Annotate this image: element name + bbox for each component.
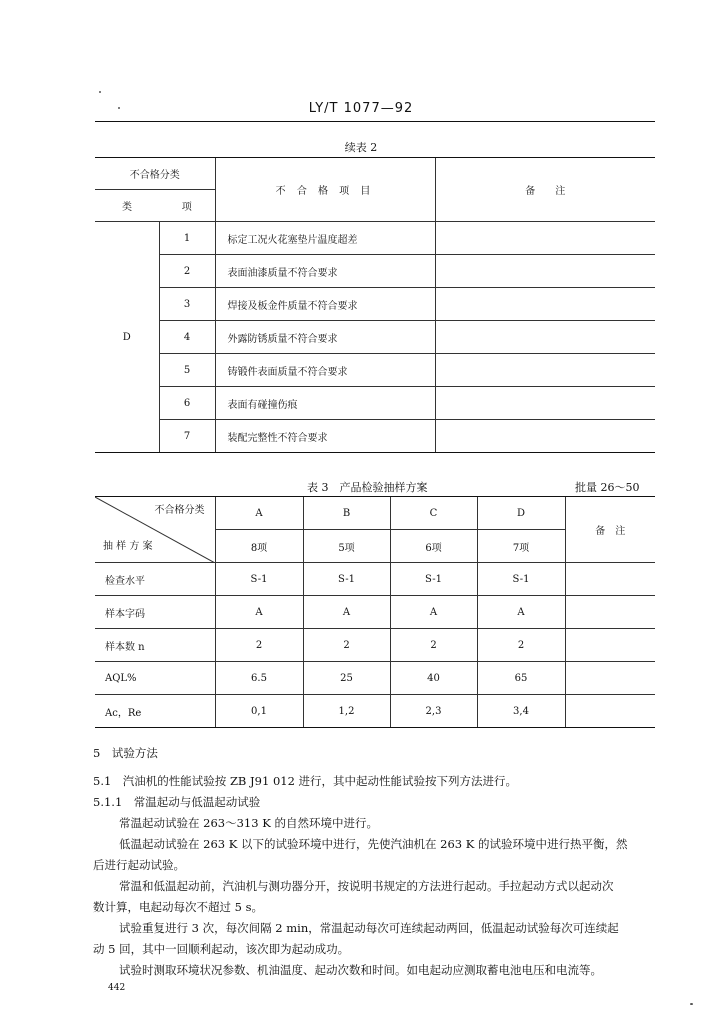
paragraph-continuation: 后进行起动试验。 [93,858,185,872]
table3-remark-cell [565,629,655,662]
table3-class-header: C [390,497,477,530]
table3-cell: A [215,596,303,629]
table2-header-category-group: 不合格分类 [95,158,215,190]
table3-count: 8项 [215,530,303,563]
header-rule [95,121,655,122]
table3-count: 5项 [303,530,390,563]
table2-remark-cell [435,354,655,387]
table3 [95,496,655,728]
table3-remark-cell [565,596,655,629]
table3-row-label: 样本字码 [95,596,215,629]
table2-header-content: 不 合 格 项 目 [215,158,435,222]
scan-speck [690,1003,693,1005]
page-number: 442 [108,983,126,993]
table2-item-no: 5 [159,354,215,387]
table3-class-header: D [477,497,565,530]
table3-diag-bottom-label: 抽 样 方 案 [103,541,153,552]
table3-cell: A [477,596,565,629]
table2-item-text: 焊接及板金件质量不符合要求 [215,288,435,321]
table3-count: 6项 [390,530,477,563]
table2-remark-cell [435,420,655,453]
table3-cell: 65 [477,662,565,695]
table3-remarks-header: 备 注 [565,497,655,563]
table2-header-remarks: 备 注 [435,158,655,222]
table2-remark-cell [435,387,655,420]
table3-cell: 0,1 [215,695,303,728]
scan-speck [99,91,101,93]
table3-cell: 2 [215,629,303,662]
clause-5-1: 5.1 汽油机的性能试验按 ZB J91 012 进行，其中起动性能试验按下列方法进行。 [93,774,518,788]
table3-row-label: 样本数 n [95,629,215,662]
table3-cell: 3,4 [477,695,565,728]
table3-cell: 2 [303,629,390,662]
table2-item-text: 铸锻件表面质量不符合要求 [215,354,435,387]
paragraph: 常温起动试验在 263～313 K 的自然环境中进行。 [119,816,378,830]
table3-remark-cell [565,695,655,728]
table2-item-text: 装配完整性不符合要求 [215,420,435,453]
section-title: 5 试验方法 [93,746,158,760]
table2-item-no: 3 [159,288,215,321]
table2-remark-cell [435,321,655,354]
table3-count: 7项 [477,530,565,563]
table2-remark-cell [435,255,655,288]
table3-remark-cell [565,563,655,596]
table2-item-no: 6 [159,387,215,420]
paragraph-continuation: 数计算，电起动每次不超过 5 s。 [93,900,264,914]
table3-cell: 2,3 [390,695,477,728]
table2-item-no: 7 [159,420,215,453]
table3-diag-top-label: 不合格分类 [154,505,205,516]
table3-cell: 2 [390,629,477,662]
table3-diagonal-header [95,497,215,563]
table3-remark-cell [565,662,655,695]
table2-item-no: 2 [159,255,215,288]
clause-5-1-1: 5.1.1 常温起动与低温起动试验 [93,795,261,809]
table3-cell: 2 [477,629,565,662]
table3-caption: 表 3 产品检验抽样方案 [307,481,428,494]
table3-row-label: AQL% [95,662,215,695]
paragraph-continuation: 动 5 回，其中一回顺利起动，该次即为起动成功。 [93,942,350,956]
standard-number-header: LY/T 1077—92 [308,101,414,116]
table3-row-label: 检查水平 [95,563,215,596]
table2-caption: 续表 2 [344,141,378,154]
table2-item-text: 外露防锈质量不符合要求 [215,321,435,354]
table2-header-item: 项 [159,190,215,222]
table2-item-text: 表面有碰撞伤痕 [215,387,435,420]
table2-header-class: 类 [95,190,159,222]
table2-item-no: 4 [159,321,215,354]
table3-row-label: Ac，Re [95,695,215,728]
table3-cell: 1,2 [303,695,390,728]
table2 [95,157,655,453]
table3-cell: A [303,596,390,629]
table2-item-text: 表面油漆质量不符合要求 [215,255,435,288]
table3-cell: A [390,596,477,629]
table3-class-header: B [303,497,390,530]
table3-cell: S-1 [303,563,390,596]
paragraph: 试验时测取环境状况参数、机油温度、起动次数和时间。如电起动应测取蓄电池电压和电流等。 [119,963,602,977]
table2-item-no: 1 [159,222,215,255]
table2-remark-cell [435,288,655,321]
table3-cell: 40 [390,662,477,695]
paragraph: 低温起动试验在 263 K 以下的试验环境中进行，先使汽油机在 263 K 的试验环境中进行热平衡，然 [119,837,628,851]
table3-cell: S-1 [390,563,477,596]
table2-class-cell: D [95,222,159,453]
table3-cell: S-1 [477,563,565,596]
table2-item-text: 标定工况火花塞垫片温度超差 [215,222,435,255]
table3-cell: S-1 [215,563,303,596]
paragraph: 试验重复进行 3 次，每次间隔 2 min，常温起动每次可连续起动两回，低温起动试验每次可连续起 [119,921,619,935]
table3-cell: 25 [303,662,390,695]
table3-class-header: A [215,497,303,530]
table2-remark-cell [435,222,655,255]
table3-cell: 6.5 [215,662,303,695]
table3-batch-size: 批量 26～50 [575,481,640,494]
paragraph: 常温和低温起动前，汽油机与测功器分开，按说明书规定的方法进行起动。手拉起动方式以起动次 [119,879,614,893]
